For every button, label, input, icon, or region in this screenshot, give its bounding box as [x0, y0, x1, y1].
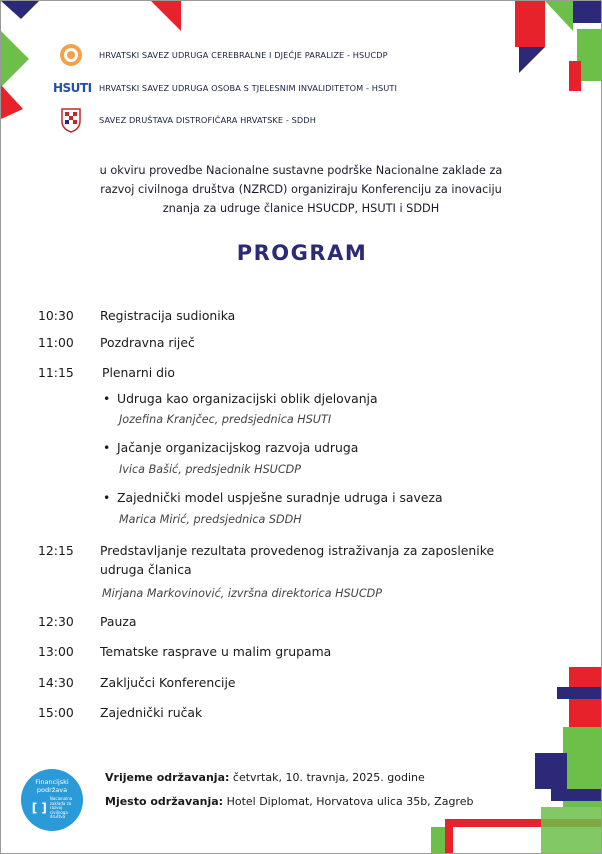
schedule-time: 13:00 — [38, 644, 74, 659]
funding-badge: Financijski podržava [ ] Nacionalna zaklada za razvoj civilnoga društva — [21, 769, 83, 831]
page-title: PROGRAM — [236, 241, 368, 265]
schedule-speaker: Mirjana Markovinović, izvršna direktorica HSUCDP — [102, 587, 382, 600]
plenary-speaker: Marica Mirić, predsjednica SDDH — [119, 513, 302, 526]
event-place: Mjesto održavanja: Hotel Diplomat, Horvatova ulica 35b, Zagreb — [105, 795, 474, 808]
plenary-topic: Udruga kao organizacijski oblik djelovanja — [117, 391, 378, 406]
schedule-label: Tematske rasprave u malim grupama — [100, 644, 332, 659]
schedule-time: 11:15 — [38, 365, 74, 380]
schedule-time: 14:30 — [38, 675, 74, 690]
intro-text: u okviru provedbe Nacionalne sustavne podrške Nacionalne zaklade za razvoj civilnoga društva (NZRCD) organiziraju Konferenciju za inovaciju znanja za udruge članice HSUCDP, HSUTI i SDDH — [99, 164, 503, 215]
schedule-label: Zajednički ručak — [100, 705, 203, 720]
plenary-topic: Zajednički model uspješne suradnje udruga i saveza — [117, 490, 443, 505]
schedule-item — [38, 335, 195, 350]
org-row-sddh — [53, 107, 316, 133]
plenary-item: • Jačanje organizacijskog razvoja udruga — [103, 440, 359, 455]
decor-bottom-right — [431, 667, 602, 854]
schedule-label: Plenarni dio — [102, 365, 175, 380]
plenary-speaker: Jozefina Kranjčec, predsjednica HSUTI — [119, 413, 332, 426]
org-name: HRVATSKI SAVEZ UDRUGA OSOBA S TJELESNIM INVALIDITETOM - HSUTI — [99, 83, 398, 93]
schedule-item — [38, 705, 202, 720]
schedule-label: Predstavljanje rezultata provedenog istraživanja za zaposlenike — [100, 543, 495, 558]
event-time: Vrijeme održavanja: četvrtak, 10. travnja, 2025. godine — [105, 771, 425, 784]
schedule-item — [38, 543, 494, 558]
org-row-hsucdp — [53, 42, 388, 68]
schedule-item — [38, 614, 136, 629]
schedule-time: 12:30 — [38, 614, 74, 629]
decor-top-left — [1, 1, 61, 121]
org-row-hsuti — [53, 75, 397, 101]
schedule-label: Pozdravna riječ — [100, 335, 195, 350]
schedule-time: 12:15 — [38, 543, 74, 558]
schedule-time: 15:00 — [38, 705, 74, 720]
foundation-logo-icon: [ ] — [31, 801, 47, 816]
plenary-item: • Zajednički model uspješne suradnje udruga i saveza — [103, 490, 443, 505]
schedule-time: 10:30 — [38, 308, 74, 323]
hsuti-logo-icon: HSUTI — [53, 81, 92, 95]
schedule-label: Pauza — [100, 614, 137, 629]
schedule-item — [38, 644, 331, 659]
org-name: HRVATSKI SAVEZ UDRUGA CEREBRALNE I DJEČJE PARALIZE - HSUCDP — [99, 50, 388, 60]
schedule-label-continued: udruga članica — [100, 562, 192, 577]
schedule-time: 11:00 — [38, 335, 74, 350]
plenary-item: • Udruga kao organizacijski oblik djelovanja — [103, 391, 378, 406]
schedule-item — [38, 675, 236, 690]
schedule-item — [38, 365, 175, 380]
schedule-label: Registracija sudionika — [100, 308, 236, 323]
hsucdp-logo-icon — [53, 42, 89, 68]
org-name: SAVEZ DRUŠTAVA DISTROFIČARA HRVATSKE - SDDH — [99, 115, 316, 125]
plenary-topic: Jačanje organizacijskog razvoja udruga — [117, 440, 359, 455]
sddh-logo-icon — [53, 107, 89, 133]
schedule-item — [38, 308, 235, 323]
plenary-speaker: Ivica Bašić, predsjednik HSUCDP — [119, 463, 302, 476]
decor-top-accent — [151, 1, 181, 31]
schedule-label: Zaključci Konferencije — [100, 675, 236, 690]
decor-top-right — [509, 1, 602, 113]
